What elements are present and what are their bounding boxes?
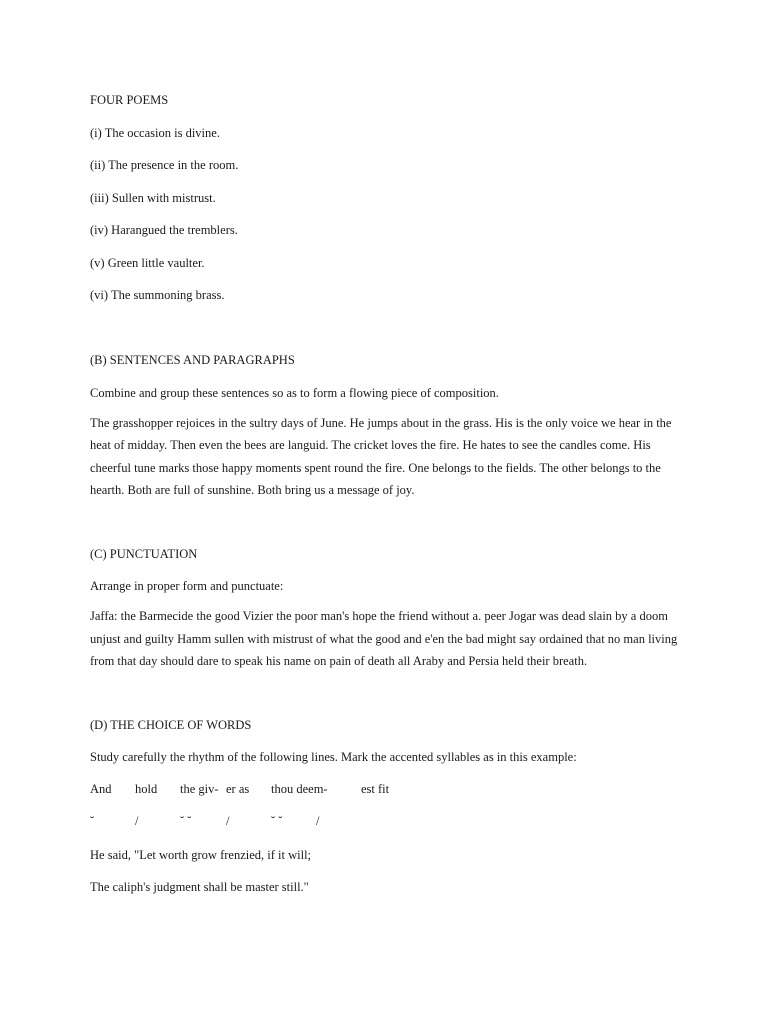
verse-line: He said, "Let worth grow frenzied, if it will; [90, 847, 312, 862]
section-heading-choice-of-words: (D) THE CHOICE OF WORDS [90, 717, 252, 732]
stress-mark: / [135, 814, 139, 828]
verse-line: The caliph's judgment shall be master still." [90, 880, 309, 894]
section-heading-four-poems: FOUR POEMS [90, 93, 169, 107]
stress-mark: / [226, 814, 230, 828]
section-heading-sentences: (B) SENTENCES AND PARAGRAPHS [90, 353, 295, 367]
stress-mark: ˘ [90, 814, 95, 828]
example-syllable: est fit [361, 781, 390, 796]
stress-mark: / [316, 814, 320, 828]
poem-item: (iii) Sullen with mistrust. [90, 190, 216, 205]
poem-item: (ii) The presence in the room. [90, 158, 239, 172]
poem-item: (v) Green little vaulter. [90, 255, 205, 270]
punctuation-body: Jaffa: the Barmecide the good Vizier the poor man's hope the friend without a. peer Jogar was dead slain by a doom unjust and guilty Hamm sullen with mistrust of what the good and e'en the bad might say ordained that no man living from that day should dare to speak his name on pain of death all Araby and Persia held their breath. [90, 609, 678, 668]
poem-item: (iv) Harangued the tremblers. [90, 223, 238, 237]
punctuation-instruction: Arrange in proper form and punctuate: [90, 579, 284, 593]
sentences-instruction: Combine and group these sentences so as to form a flowing piece of composition. [90, 385, 499, 400]
poem-item: (vi) The summoning brass. [90, 288, 225, 302]
example-syllable: hold [135, 781, 158, 796]
words-instruction: Study carefully the rhythm of the following lines. Mark the accented syllables as in this example: [90, 750, 577, 764]
stress-mark: ˘ ˘ [271, 814, 283, 828]
example-syllables-row [90, 782, 690, 798]
example-syllable: er as [226, 781, 250, 796]
example-syllable: And [90, 781, 112, 796]
document-page [90, 92, 690, 895]
example-syllable: the giv- [180, 781, 219, 796]
sentences-body: The grasshopper rejoices in the sultry days of June. He jumps about in the grass. His is the only voice we hear in the heat of midday. Then even the bees are languid. The cricket loves the fire. He hates to see the candles come. His cheerful tune marks those happy moments spent round the fire. One belongs to the fields. The other belongs to the hearth. Both are full of sunshine. Both bring us a message of joy. [90, 415, 672, 497]
stress-mark: ˘ ˘ [180, 814, 192, 828]
poem-item: (i) The occasion is divine. [90, 125, 220, 140]
example-marks-row [90, 814, 690, 830]
section-heading-punctuation: (C) PUNCTUATION [90, 546, 198, 561]
example-syllable: thou deem- [271, 781, 328, 796]
